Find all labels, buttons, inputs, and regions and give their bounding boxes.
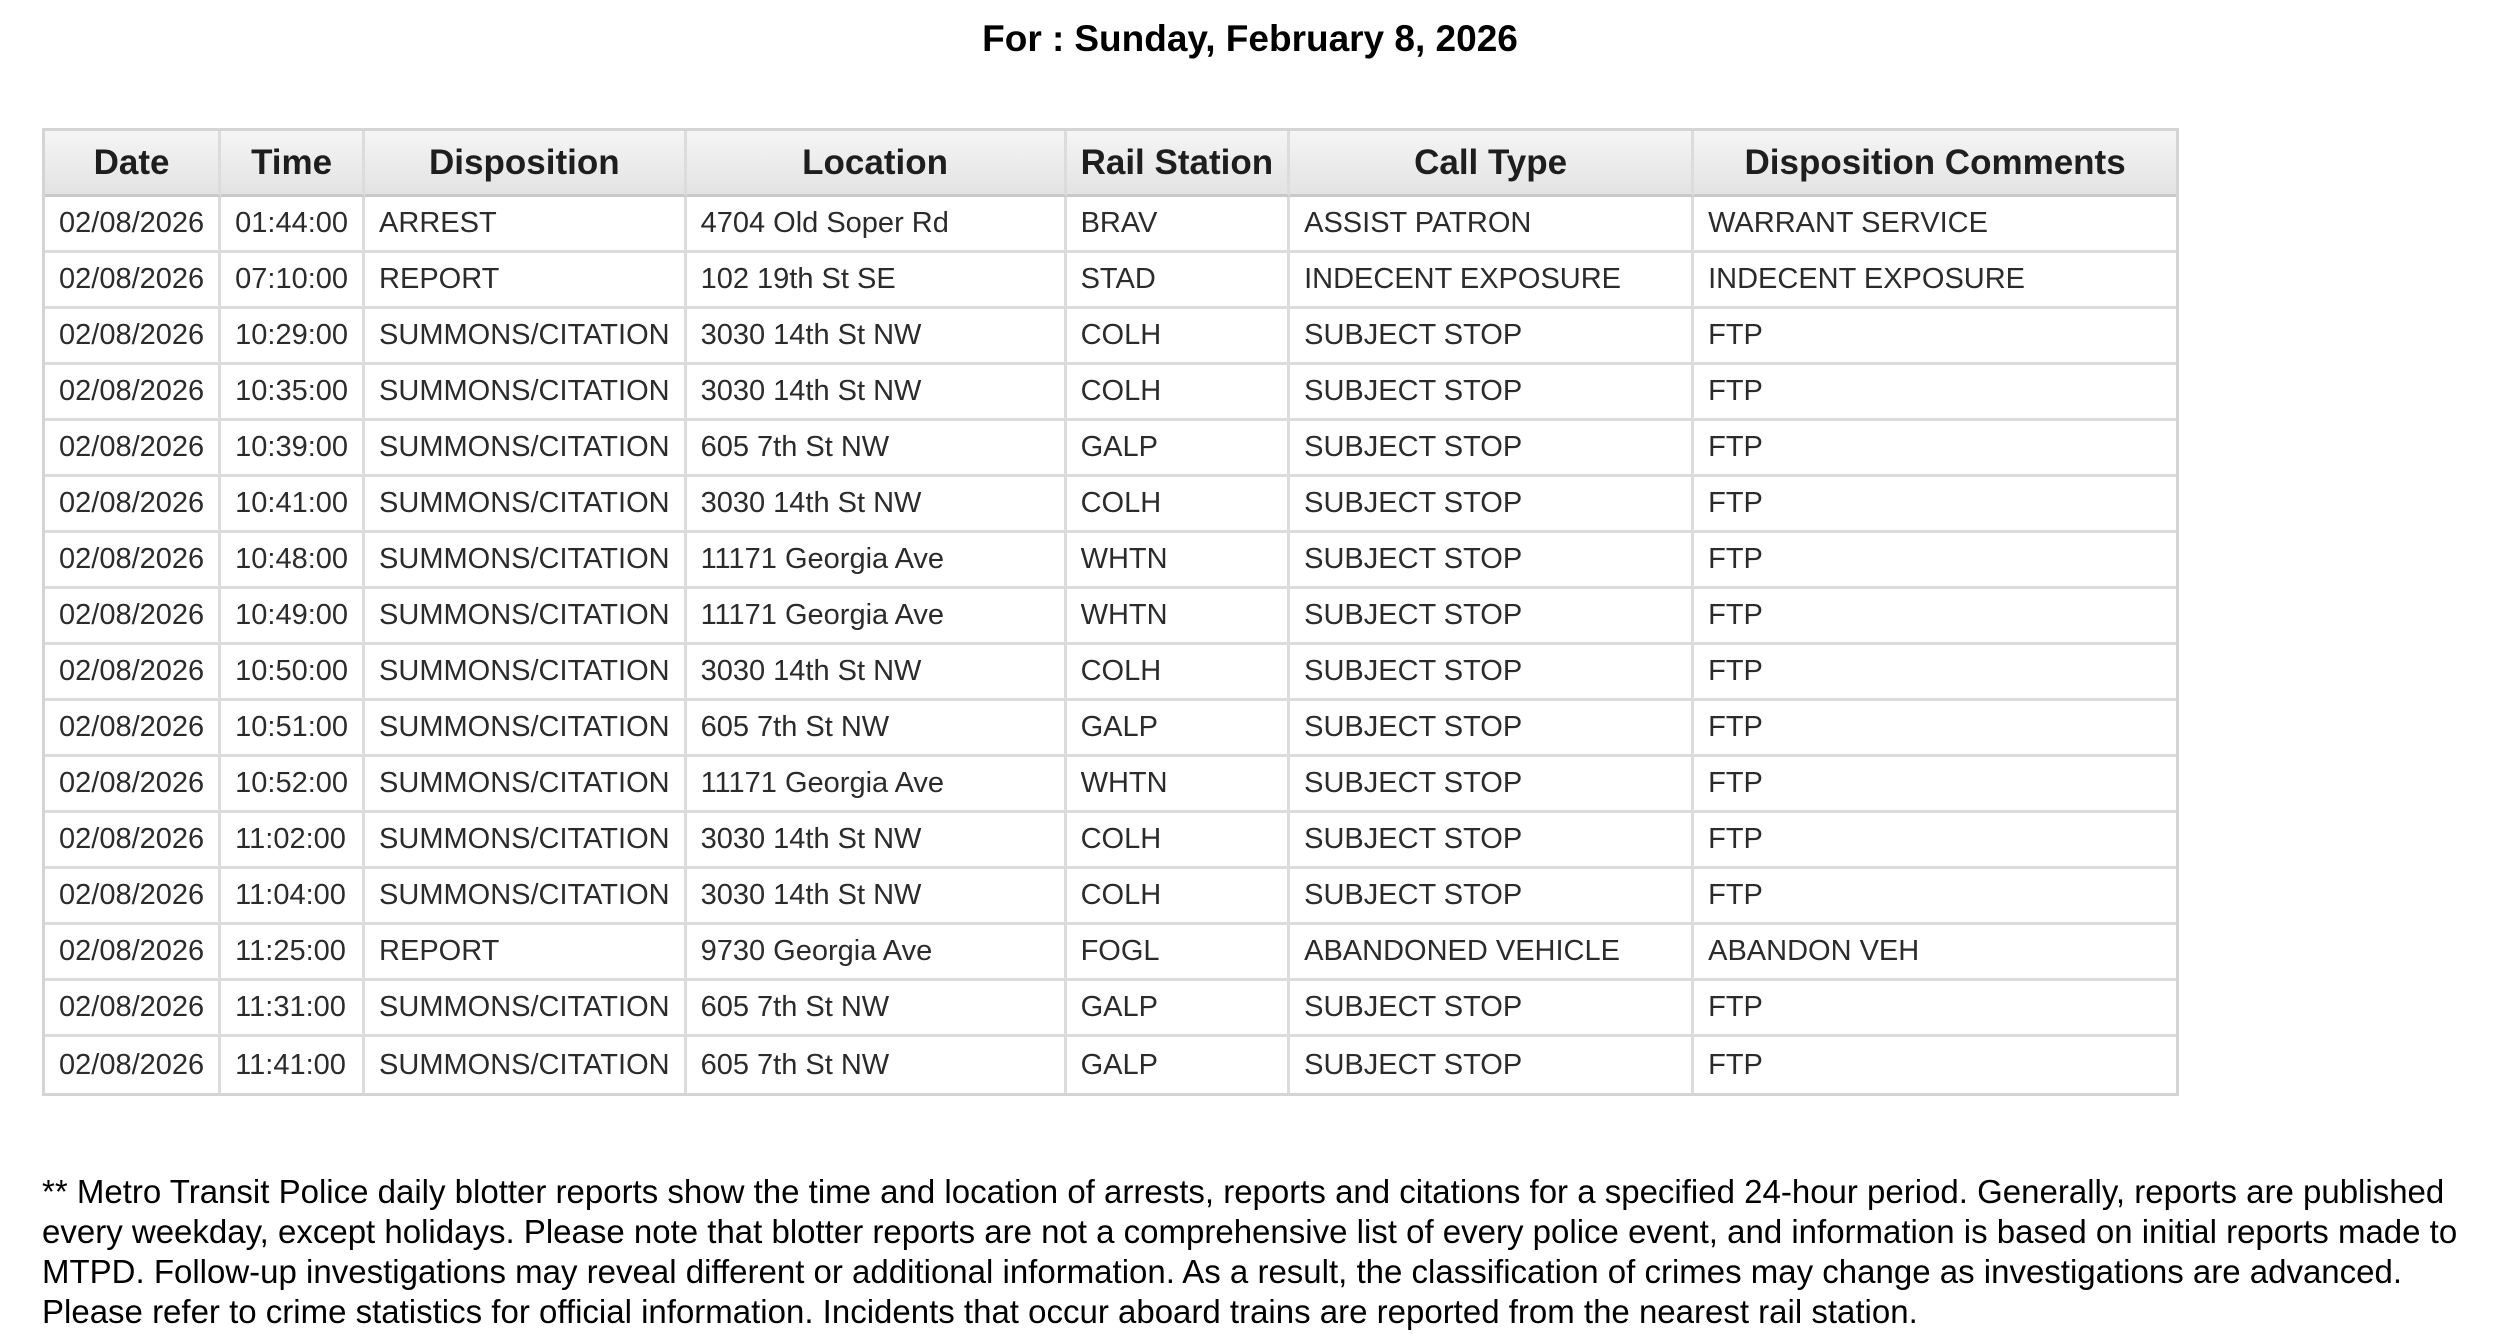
cell-disposition-comments: FTP — [1694, 309, 2176, 365]
table-row — [45, 813, 2176, 869]
cell-disposition: SUMMONS/CITATION — [365, 869, 687, 925]
cell-call-type: SUBJECT STOP — [1290, 757, 1694, 813]
table-row — [45, 701, 2176, 757]
cell-date: 02/08/2026 — [45, 589, 221, 645]
cell-disposition: SUMMONS/CITATION — [365, 365, 687, 421]
cell-time: 10:50:00 — [221, 645, 365, 701]
cell-date: 02/08/2026 — [45, 1037, 221, 1093]
cell-date: 02/08/2026 — [45, 645, 221, 701]
disclaimer-note: ** Metro Transit Police daily blotter reports show the time and location of arrests, reports and citations for a specified 24-hour period. Generally, reports are published every weekday, except holidays. Please note that blotter reports are not a comprehensive list of every police event, and information is based on initial reports made to MTPD. Follow-up investigations may reveal different or additional information. As a result, the classification of crimes may change as investigations are advanced. Please refer to crime statistics for official information. Incidents that occur aboard trains are reported from the nearest rail station. — [42, 1173, 2458, 1330]
cell-time: 10:48:00 — [221, 533, 365, 589]
cell-date: 02/08/2026 — [45, 981, 221, 1037]
page-title-label: For : — [982, 18, 1065, 59]
cell-disposition: SUMMONS/CITATION — [365, 309, 687, 365]
cell-disposition: SUMMONS/CITATION — [365, 813, 687, 869]
cell-disposition: SUMMONS/CITATION — [365, 589, 687, 645]
cell-disposition: SUMMONS/CITATION — [365, 701, 687, 757]
cell-time: 10:52:00 — [221, 757, 365, 813]
page-title — [0, 18, 2500, 60]
cell-rail-station: GALP — [1067, 981, 1291, 1037]
cell-date: 02/08/2026 — [45, 197, 221, 253]
cell-call-type: SUBJECT STOP — [1290, 477, 1694, 533]
cell-disposition-comments: INDECENT EXPOSURE — [1694, 253, 2176, 309]
cell-location: 605 7th St NW — [687, 421, 1067, 477]
cell-disposition-comments: FTP — [1694, 421, 2176, 477]
cell-call-type: SUBJECT STOP — [1290, 421, 1694, 477]
cell-rail-station: WHTN — [1067, 589, 1291, 645]
column-header-time: Time — [221, 131, 365, 197]
column-header-location: Location — [687, 131, 1067, 197]
cell-disposition: SUMMONS/CITATION — [365, 533, 687, 589]
cell-disposition: SUMMONS/CITATION — [365, 421, 687, 477]
cell-date: 02/08/2026 — [45, 701, 221, 757]
cell-date: 02/08/2026 — [45, 813, 221, 869]
cell-disposition-comments: FTP — [1694, 645, 2176, 701]
cell-location: 605 7th St NW — [687, 1037, 1067, 1093]
table-row — [45, 589, 2176, 645]
cell-rail-station: COLH — [1067, 477, 1291, 533]
cell-location: 3030 14th St NW — [687, 309, 1067, 365]
cell-date: 02/08/2026 — [45, 253, 221, 309]
table-row — [45, 253, 2176, 309]
cell-call-type: INDECENT EXPOSURE — [1290, 253, 1694, 309]
cell-rail-station: WHTN — [1067, 757, 1291, 813]
cell-call-type: SUBJECT STOP — [1290, 869, 1694, 925]
cell-disposition: SUMMONS/CITATION — [365, 477, 687, 533]
cell-disposition: ARREST — [365, 197, 687, 253]
cell-time: 11:25:00 — [221, 925, 365, 981]
table-row — [45, 365, 2176, 421]
cell-location: 102 19th St SE — [687, 253, 1067, 309]
cell-rail-station: COLH — [1067, 813, 1291, 869]
table-row — [45, 533, 2176, 589]
table-row — [45, 925, 2176, 981]
cell-disposition: REPORT — [365, 925, 687, 981]
table-row — [45, 981, 2176, 1037]
cell-date: 02/08/2026 — [45, 869, 221, 925]
cell-rail-station: GALP — [1067, 701, 1291, 757]
table-row — [45, 869, 2176, 925]
cell-location: 4704 Old Soper Rd — [687, 197, 1067, 253]
cell-call-type: ABANDONED VEHICLE — [1290, 925, 1694, 981]
cell-disposition-comments: FTP — [1694, 533, 2176, 589]
cell-rail-station: GALP — [1067, 421, 1291, 477]
cell-rail-station: BRAV — [1067, 197, 1291, 253]
report-date: Sunday, February 8, 2026 — [1074, 18, 1518, 59]
cell-disposition-comments: FTP — [1694, 813, 2176, 869]
cell-rail-station: STAD — [1067, 253, 1291, 309]
cell-date: 02/08/2026 — [45, 365, 221, 421]
column-header-date: Date — [45, 131, 221, 197]
cell-disposition-comments: ABANDON VEH — [1694, 925, 2176, 981]
cell-time: 10:41:00 — [221, 477, 365, 533]
table-row — [45, 1037, 2176, 1093]
cell-call-type: SUBJECT STOP — [1290, 645, 1694, 701]
table-row — [45, 421, 2176, 477]
cell-date: 02/08/2026 — [45, 533, 221, 589]
cell-disposition-comments: FTP — [1694, 981, 2176, 1037]
cell-call-type: SUBJECT STOP — [1290, 589, 1694, 645]
cell-location: 3030 14th St NW — [687, 645, 1067, 701]
cell-location: 3030 14th St NW — [687, 365, 1067, 421]
cell-call-type: SUBJECT STOP — [1290, 701, 1694, 757]
cell-time: 01:44:00 — [221, 197, 365, 253]
cell-location: 9730 Georgia Ave — [687, 925, 1067, 981]
cell-time: 07:10:00 — [221, 253, 365, 309]
cell-time: 10:39:00 — [221, 421, 365, 477]
cell-rail-station: GALP — [1067, 1037, 1291, 1093]
blotter-table — [42, 128, 2179, 1096]
column-header-disposition-comments: Disposition Comments — [1694, 131, 2176, 197]
table-row — [45, 645, 2176, 701]
cell-time: 11:31:00 — [221, 981, 365, 1037]
cell-location: 3030 14th St NW — [687, 869, 1067, 925]
cell-location: 3030 14th St NW — [687, 813, 1067, 869]
cell-time: 10:51:00 — [221, 701, 365, 757]
cell-date: 02/08/2026 — [45, 477, 221, 533]
cell-location: 11171 Georgia Ave — [687, 757, 1067, 813]
cell-time: 11:41:00 — [221, 1037, 365, 1093]
cell-rail-station: FOGL — [1067, 925, 1291, 981]
cell-call-type: SUBJECT STOP — [1290, 813, 1694, 869]
cell-disposition: REPORT — [365, 253, 687, 309]
table-row — [45, 197, 2176, 253]
cell-disposition-comments: FTP — [1708, 1048, 1763, 1081]
cell-time: 11:04:00 — [221, 869, 365, 925]
table-row — [45, 309, 2176, 365]
cell-rail-station: COLH — [1067, 645, 1291, 701]
cell-disposition-comments: FTP — [1694, 477, 2176, 533]
cell-date: 02/08/2026 — [45, 757, 221, 813]
cell-rail-station: COLH — [1067, 869, 1291, 925]
cell-date: 02/08/2026 — [45, 925, 221, 981]
cell-disposition-comments: FTP — [1694, 365, 2176, 421]
cell-disposition: SUMMONS/CITATION — [365, 645, 687, 701]
cell-disposition-comments: WARRANT SERVICE — [1694, 197, 2176, 253]
cell-disposition: SUMMONS/CITATION — [365, 981, 687, 1037]
cell-call-type: SUBJECT STOP — [1290, 365, 1694, 421]
header-row — [45, 131, 2176, 197]
cell-call-type: SUBJECT STOP — [1290, 533, 1694, 589]
cell-disposition-comments: FTP — [1694, 757, 2176, 813]
cell-rail-station: WHTN — [1067, 533, 1291, 589]
cell-call-type: SUBJECT STOP — [1290, 1037, 1694, 1093]
cell-location: 3030 14th St NW — [687, 477, 1067, 533]
cell-rail-station: COLH — [1067, 309, 1291, 365]
table-row — [45, 757, 2176, 813]
cell-location: 605 7th St NW — [687, 701, 1067, 757]
column-header-rail-station: Rail Station — [1067, 131, 1291, 197]
table-row — [45, 477, 2176, 533]
cell-date: 02/08/2026 — [45, 309, 221, 365]
cell-location: 11171 Georgia Ave — [687, 589, 1067, 645]
column-header-call-type: Call Type — [1290, 131, 1694, 197]
cell-time: 10:49:00 — [221, 589, 365, 645]
cell-disposition-comments: FTP — [1694, 869, 2176, 925]
column-header-disposition: Disposition — [365, 131, 687, 197]
cell-call-type: SUBJECT STOP — [1290, 981, 1694, 1037]
cell-time: 10:29:00 — [221, 309, 365, 365]
cell-time: 11:02:00 — [221, 813, 365, 869]
table-body — [45, 197, 2176, 1093]
cell-time: 10:35:00 — [221, 365, 365, 421]
cell-location: 605 7th St NW — [687, 981, 1067, 1037]
cell-rail-station: COLH — [1067, 365, 1291, 421]
cell-location: 11171 Georgia Ave — [687, 533, 1067, 589]
cell-call-type: ASSIST PATRON — [1290, 197, 1694, 253]
cell-date: 02/08/2026 — [45, 421, 221, 477]
cell-disposition: SUMMONS/CITATION — [365, 1037, 687, 1093]
cell-disposition-comments: FTP — [1694, 589, 2176, 645]
cell-call-type: SUBJECT STOP — [1290, 309, 1694, 365]
cell-disposition: SUMMONS/CITATION — [365, 757, 687, 813]
cell-disposition-comments: FTP — [1694, 701, 2176, 757]
